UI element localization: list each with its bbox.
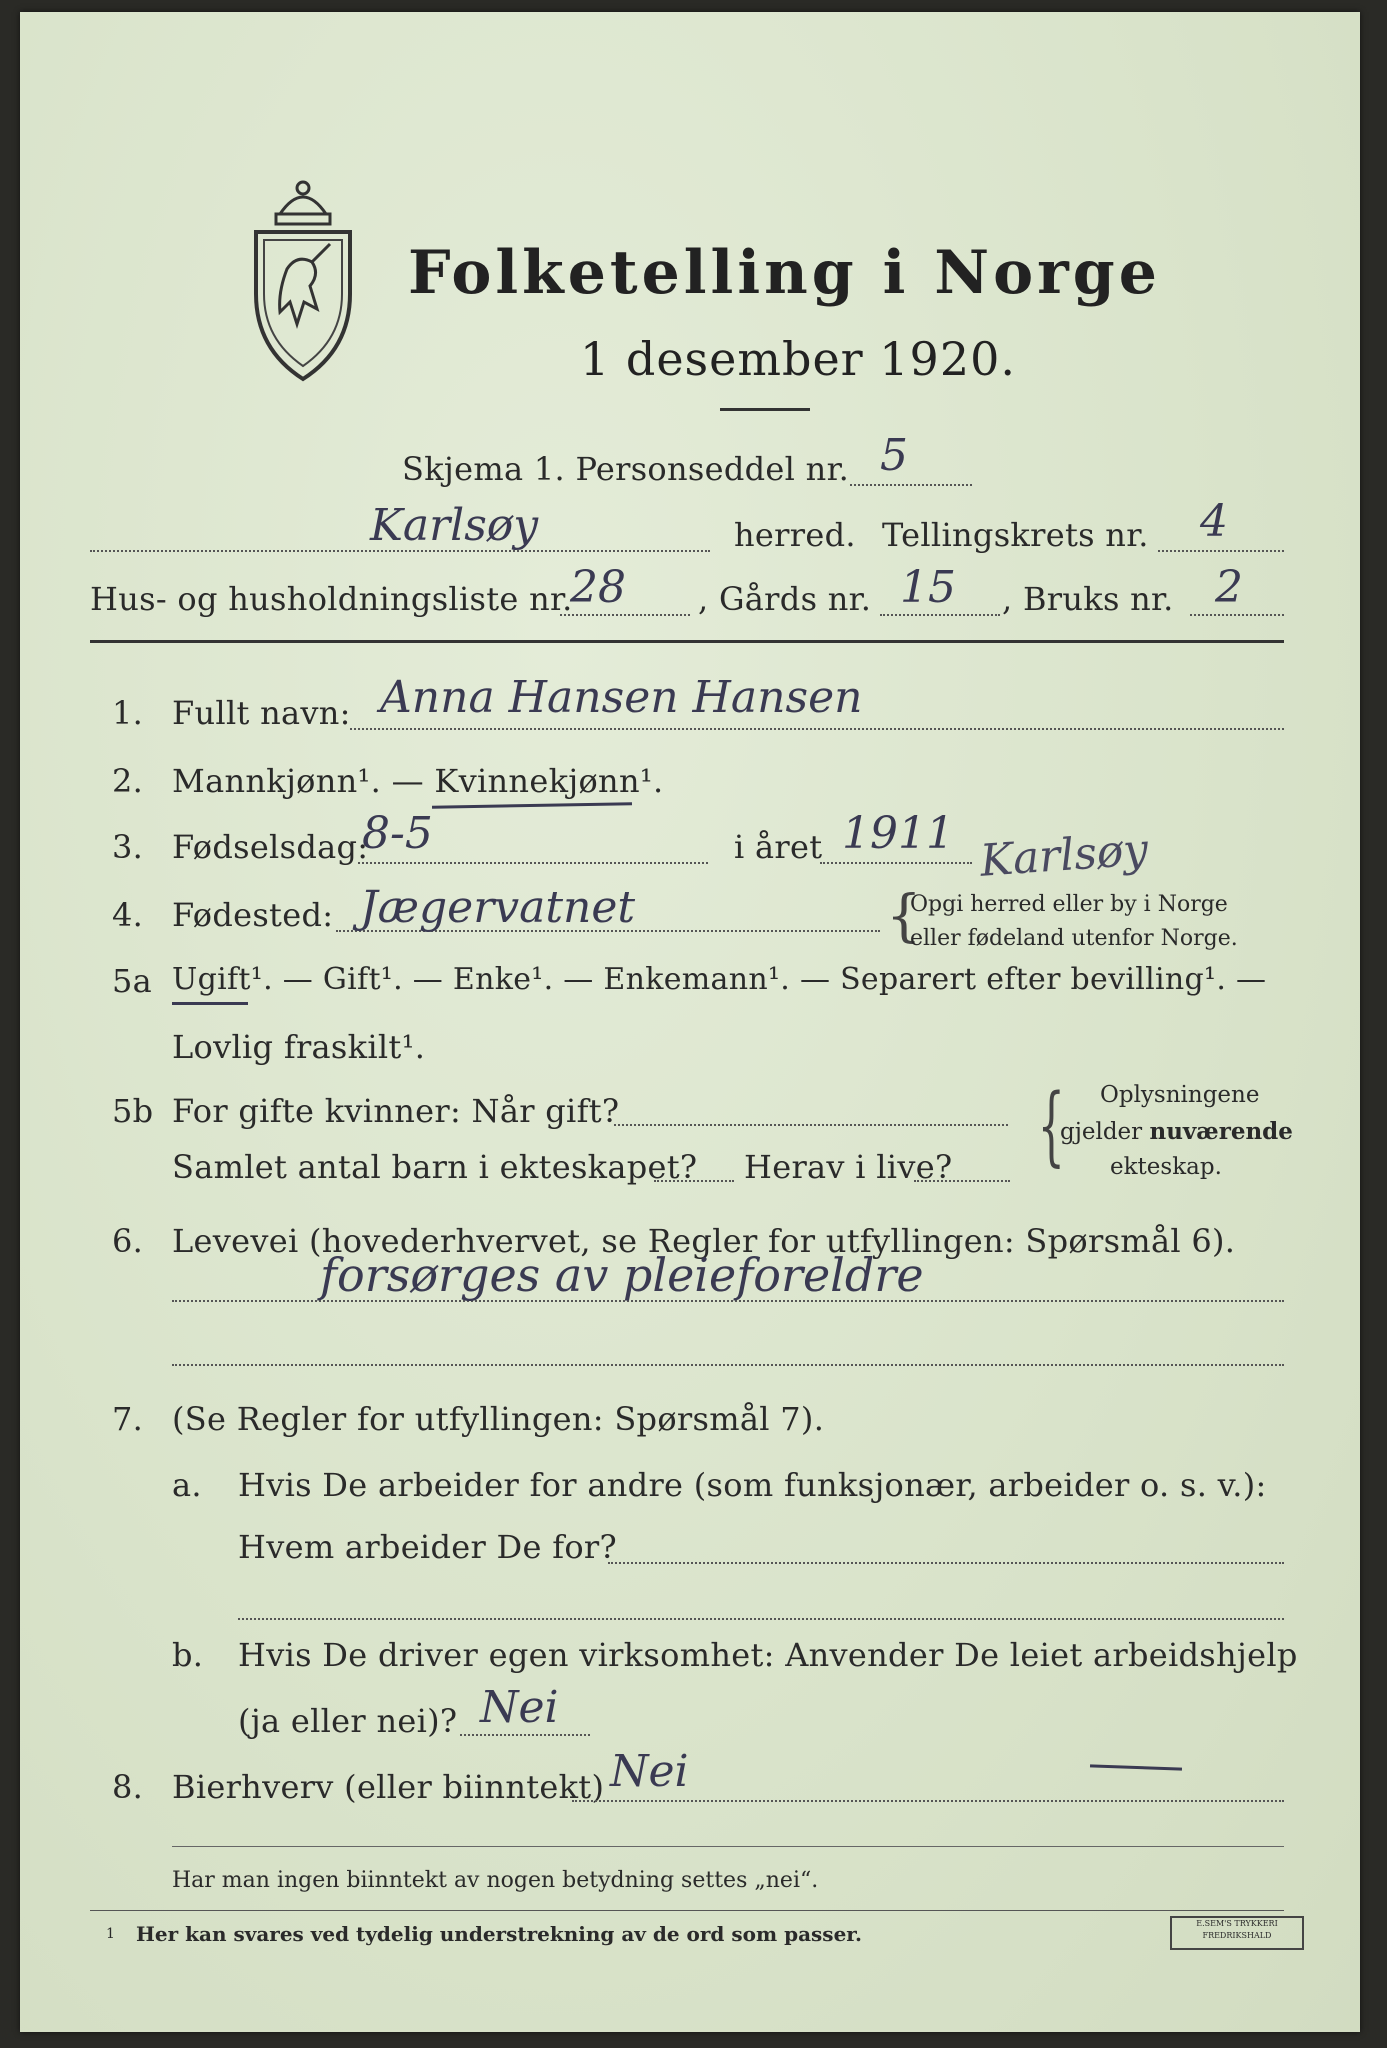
q6-number: 6.: [112, 1222, 144, 1260]
note-divider: [172, 1846, 1284, 1847]
q7a-mark: a.: [172, 1466, 202, 1504]
q3-number: 3.: [112, 828, 144, 866]
q2-number: 2.: [112, 762, 144, 800]
q2-gender-options: Mannkjønn¹. — Kvinnekjønn¹.: [172, 762, 664, 800]
q8-number: 8.: [112, 1768, 144, 1806]
q8-line: [572, 1800, 1284, 1802]
q1-number: 1.: [112, 694, 144, 732]
norwegian-coat-of-arms-icon: [242, 174, 364, 384]
schema-number-value[interactable]: 5: [880, 430, 908, 481]
q8-dash-mark: [1090, 1764, 1182, 1770]
footnote-text: Her kan svares ved tydelig understrekning av de ord som passer.: [136, 1922, 862, 1946]
q5b-note-line3: ekteskap.: [1110, 1154, 1222, 1180]
gards-label: , Gårds nr.: [698, 580, 872, 618]
census-date: 1 desember 1920.: [580, 332, 1016, 386]
q5b-note-line2: [1060, 1118, 1293, 1145]
tellingskrets-label: Tellingskrets nr.: [882, 516, 1149, 554]
q4-number: 4.: [112, 896, 144, 934]
header-divider: [90, 640, 1284, 643]
title-divider: [720, 408, 810, 411]
birthplace-annotation: Karlsøy: [978, 824, 1150, 887]
schema-number-line: [850, 484, 972, 486]
q7a-employer-line2: [238, 1618, 1284, 1620]
husholdningsliste-label: Hus- og husholdningsliste nr.: [90, 580, 573, 618]
schema-label: Skjema 1. Personseddel nr.: [402, 450, 850, 488]
q5b-brace: {: [1037, 1076, 1066, 1176]
form-title: Folketelling i Norge: [408, 238, 1161, 308]
tellingskrets-line: [1158, 550, 1284, 552]
birth-year-value[interactable]: 1911: [842, 808, 954, 859]
footnote-divider: [90, 1910, 1284, 1911]
q5b-note-gjelder: gjelder: [1060, 1119, 1150, 1145]
bruks-line: [1190, 614, 1284, 616]
q6-label: Levevei (hovederhvervet, se Regler for utfyllingen: Spørsmål 6).: [172, 1222, 1236, 1260]
q5b-alive-line: [914, 1180, 1010, 1182]
q1-line: [350, 728, 1284, 730]
husholdningsliste-line: [560, 614, 690, 616]
q4-label: Fødested:: [172, 896, 334, 934]
footnote-number: 1: [106, 1926, 115, 1942]
printer-line1: E.SEM'S TRYKKERI: [1196, 1919, 1278, 1928]
printer-line2: FREDRIKSHALD: [1202, 1931, 1272, 1940]
q5b-alive-label: Herav i live?: [744, 1148, 953, 1186]
q4-note-line2: eller fødeland utenfor Norge.: [910, 926, 1238, 951]
herred-value[interactable]: Karlsøy: [370, 500, 539, 551]
tellingskrets-value[interactable]: 4: [1200, 496, 1228, 547]
q3-year-line: [820, 862, 972, 864]
q7-label: (Se Regler for utfyllingen: Spørsmål 7).: [172, 1400, 825, 1438]
q7b-line: [460, 1734, 590, 1736]
q1-label: Fullt navn:: [172, 694, 351, 732]
gards-line: [880, 614, 1000, 616]
q7a-employer-label: Hvem arbeider De for?: [238, 1528, 617, 1566]
q5b-when-married: For gifte kvinner: Når gift?: [172, 1092, 620, 1130]
q7b-question: Hvis De driver egen virksomhet: Anvender De leiet arbeidshjelp: [238, 1636, 1298, 1674]
occupation-value[interactable]: forsørges av pleieforeldre: [320, 1248, 924, 1302]
q3-date-line: [358, 862, 708, 864]
q7a-question: Hvis De arbeider for andre (som funksjonær, arbeider o. s. v.):: [238, 1466, 1267, 1504]
q5a-underline-mark: [172, 1002, 248, 1005]
q5b-children-label: Samlet antal barn i ekteskapet?: [172, 1148, 698, 1186]
q5b-married-line: [614, 1124, 1008, 1126]
full-name-value[interactable]: Anna Hansen Hansen: [380, 672, 863, 723]
q2-underline-mark: [432, 802, 632, 808]
bruks-label: , Bruks nr.: [1002, 580, 1174, 618]
herred-label: herred.: [734, 516, 856, 554]
q5b-note-line1: Oplysningene: [1100, 1082, 1260, 1108]
q3-label: Fødselsdag:: [172, 828, 369, 866]
side-income-value[interactable]: Nei: [610, 1746, 689, 1797]
q4-brace: {: [886, 884, 922, 949]
q5b-children-line: [654, 1180, 734, 1182]
gards-value[interactable]: 15: [900, 562, 956, 613]
q5a-number: 5a: [112, 962, 153, 1000]
census-form-sheet: [20, 12, 1360, 2032]
q7-number: 7.: [112, 1400, 144, 1438]
q5a-marital-options: Ugift¹. — Gift¹. — Enke¹. — Enkemann¹. — Separert efter bevilling¹. —: [172, 962, 1267, 997]
q4-note-line1: Opgi herred eller by i Norge: [910, 892, 1228, 917]
q5b-note-current: nuværende: [1149, 1118, 1293, 1145]
q5a-line2: Lovlig fraskilt¹.: [172, 1028, 426, 1066]
biinntekt-note: Har man ingen biinntekt av nogen betydning settes „nei“.: [172, 1868, 819, 1893]
q8-label: Bierhverv (eller biinntekt): [172, 1768, 605, 1806]
birthdate-value[interactable]: 8-5: [362, 808, 433, 859]
q7b-value[interactable]: Nei: [480, 1682, 559, 1733]
q7b-yes-no-label: (ja eller nei)?: [238, 1702, 458, 1740]
q3-year-label: i året: [734, 828, 823, 866]
q7a-employer-line: [608, 1562, 1284, 1564]
printer-mark: [1170, 1916, 1304, 1950]
bruks-value[interactable]: 2: [1215, 562, 1243, 613]
husholdningsliste-value[interactable]: 28: [570, 562, 626, 613]
q6-line2: [172, 1364, 1284, 1366]
q7b-mark: b.: [172, 1636, 204, 1674]
birthplace-value[interactable]: Jægervatnet: [360, 882, 636, 933]
q5b-number: 5b: [112, 1092, 154, 1130]
